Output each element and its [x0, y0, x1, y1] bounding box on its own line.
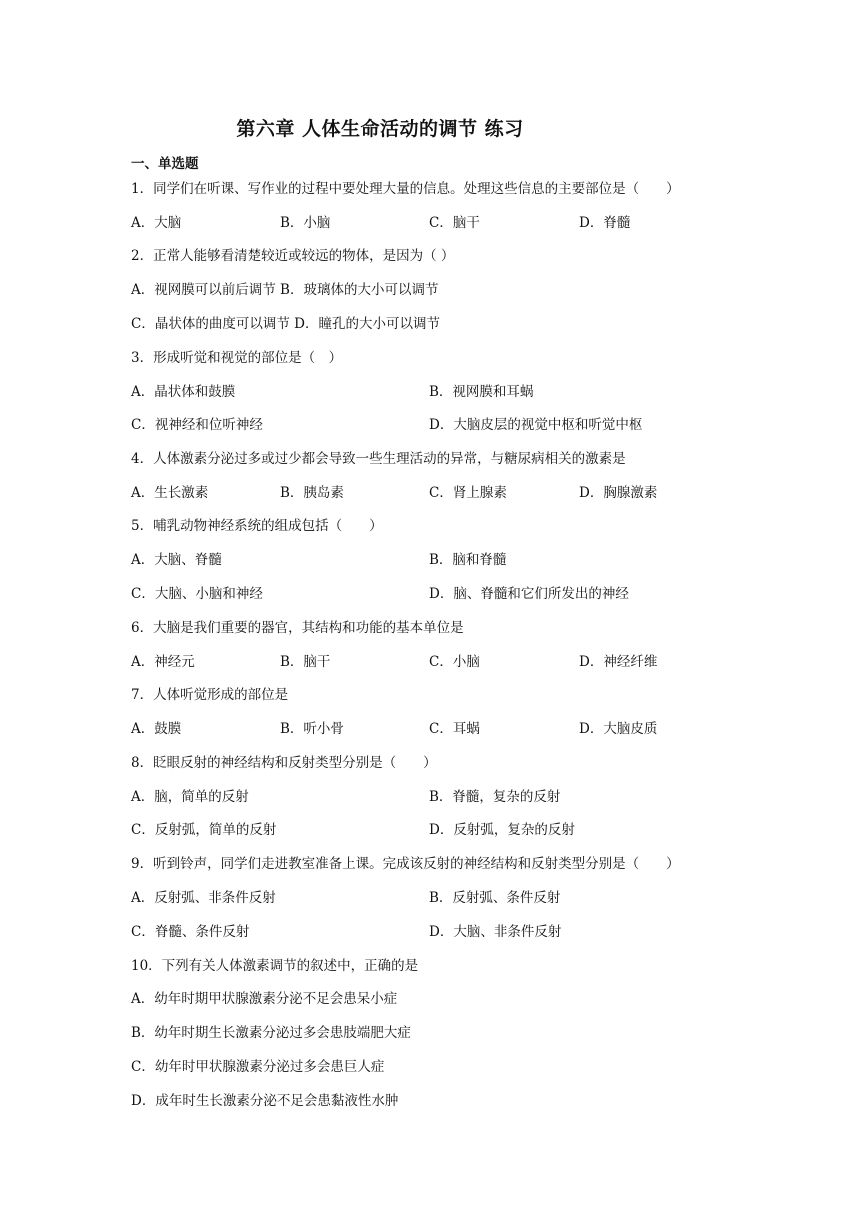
option-b: B．脊髓，复杂的反射 [429, 789, 561, 805]
option-b: B．听小骨 [280, 721, 344, 737]
option-c: C．小脑 [429, 654, 480, 670]
option-d: D．大脑、非条件反射 [429, 924, 562, 940]
option-a: A．生长激素 [131, 485, 209, 501]
question-8-stem: 8．眨眼反射的神经结构和反射类型分别是（ ） [131, 755, 437, 771]
option-b: B．胰岛素 [280, 485, 344, 501]
option-d: D．脊髓 [579, 215, 631, 231]
option-b: B．脑和脊髓 [429, 552, 507, 568]
option-c: C．反射弧，简单的反射 [131, 822, 277, 838]
question-1-stem: 1．同学们在听课、写作业的过程中要处理大量的信息。处理这些信息的主要部位是（ ） [131, 181, 680, 197]
question-2-stem: 2．正常人能够看清楚较近或较远的物体，是因为（ ） [131, 248, 455, 264]
question-10-option-b: B．幼年时期生长激素分泌过多会患肢端肥大症 [131, 1025, 411, 1041]
question-7-stem: 7．人体听觉形成的部位是 [131, 687, 289, 703]
option-d: D．反射弧，复杂的反射 [429, 822, 575, 838]
question-9-stem: 9．听到铃声，同学们走进教室准备上课。完成该反射的神经结构和反射类型分别是（ ） [131, 856, 680, 872]
option-d: D．胸腺激素 [579, 485, 658, 501]
option-c: C．肾上腺素 [429, 485, 507, 501]
option-c: C．大脑、小脑和神经 [131, 586, 263, 602]
question-5-stem: 5．哺乳动物神经系统的组成包括（ ） [131, 518, 383, 534]
question-4-stem: 4．人体激素分泌过多或过少都会导致一些生理活动的异常，与糖尿病相关的激素是 [131, 451, 626, 467]
section-heading: 一、单选题 [131, 156, 199, 172]
option-c: C．视神经和位听神经 [131, 417, 263, 433]
option-c: C．耳蜗 [429, 721, 480, 737]
option-d: D．大脑皮层的视觉中枢和听觉中枢 [429, 417, 643, 433]
option-a: A．反射弧、非条件反射 [131, 890, 276, 906]
option-b: B．小脑 [280, 215, 331, 231]
option-d: D．神经纤维 [579, 654, 658, 670]
option-b: B．反射弧、条件反射 [429, 890, 561, 906]
option-a: A．大脑、脊髓 [131, 552, 222, 568]
option-b: B．脑干 [280, 654, 331, 670]
option-a: A．大脑 [131, 215, 182, 231]
option-c: C．脊髓、条件反射 [131, 924, 250, 940]
option-a: A．晶状体和鼓膜 [131, 384, 236, 400]
page-title: 第六章 人体生命活动的调节 练习 [236, 118, 524, 140]
option-a: A．脑，简单的反射 [131, 789, 249, 805]
question-10-stem: 10．下列有关人体激素调节的叙述中，正确的是 [131, 958, 419, 974]
question-10-option-d: D．成年时生长激素分泌不足会患黏液性水肿 [131, 1093, 399, 1109]
question-10-option-c: C．幼年时甲状腺激素分泌过多会患巨人症 [131, 1059, 385, 1075]
question-2-options-cd: C．晶状体的曲度可以调节 D．瞳孔的大小可以调节 [131, 316, 440, 332]
option-a: A．神经元 [131, 654, 195, 670]
option-c: C．脑干 [429, 215, 480, 231]
question-3-stem: 3．形成听觉和视觉的部位是（ ） [131, 350, 343, 366]
option-a: A．鼓膜 [131, 721, 182, 737]
option-b: B．视网膜和耳蜗 [429, 384, 534, 400]
question-2-options-ab: A．视网膜可以前后调节 B．玻璃体的大小可以调节 [131, 282, 439, 298]
question-10-option-a: A．幼年时期甲状腺激素分泌不足会患呆小症 [131, 991, 398, 1007]
question-6-stem: 6．大脑是我们重要的器官，其结构和功能的基本单位是 [131, 620, 464, 636]
option-d: D．脑、脊髓和它们所发出的神经 [429, 586, 629, 602]
option-d: D．大脑皮质 [579, 721, 658, 737]
